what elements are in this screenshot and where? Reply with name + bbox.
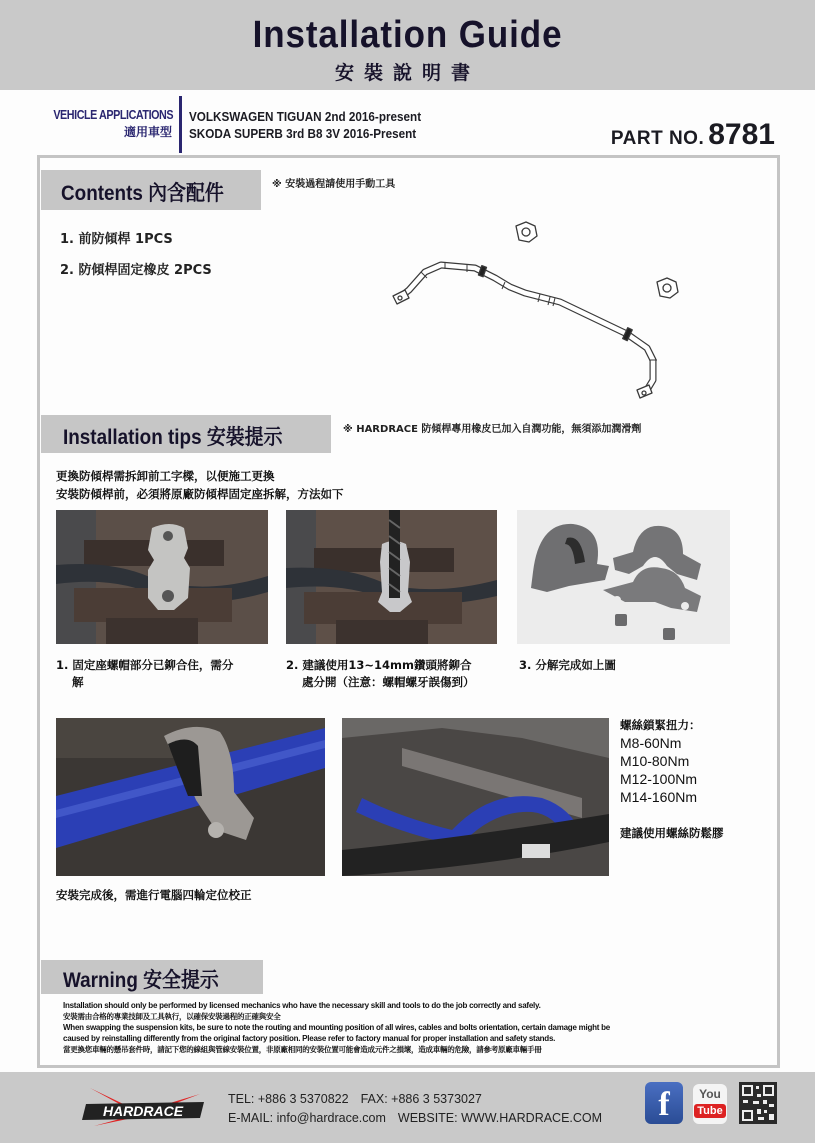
- photo-drilling-clamp: [286, 510, 497, 644]
- photo-installed-bushing: [56, 718, 325, 876]
- bushing-icon: [657, 278, 678, 298]
- vehicle-item: SKODA SUPERB 3rd B8 3V 2016-Present: [189, 126, 417, 141]
- warning-heading: Warning 安全提示: [41, 960, 263, 994]
- torque-value: M8-60Nm: [620, 735, 682, 751]
- part-number: [611, 118, 775, 152]
- alignment-note: 安裝完成後，需進行電腦四輪定位校正: [56, 888, 252, 902]
- part-number-label: PART NO.: [610, 128, 705, 149]
- vehicle-applications-label-zh: 適用車型: [123, 125, 172, 139]
- vehicle-applications-label: [34, 108, 172, 140]
- tips-heading: Installation tips 安裝提示: [41, 415, 331, 453]
- photo-clamp-on-vise: [56, 510, 268, 644]
- torque-tip: 建議使用螺絲防鬆膠: [620, 826, 724, 840]
- warning-line: caused by reinstalling differently from the original factory position. Please refer to factory manual for proper installation and safety stands.: [63, 1034, 556, 1043]
- torque-heading: 螺絲鎖緊扭力：: [620, 718, 701, 732]
- photo-installed-underbody: [342, 718, 609, 876]
- qr-code-icon[interactable]: [739, 1082, 777, 1124]
- torque-value: M12-100Nm: [620, 771, 698, 787]
- step-caption-1: 1. 固定座螺帽部分已鉚合住，需分 解: [56, 658, 234, 689]
- warning-text: [63, 1000, 763, 1055]
- step-caption-3: 3. 分解完成如上圖: [519, 658, 616, 672]
- page-title: Installation Guide: [252, 14, 563, 56]
- contents-heading: Contents 內含配件: [41, 170, 261, 210]
- vehicle-list: [189, 108, 447, 142]
- contents-item: 2. 防傾桿固定橡皮 2PCS: [60, 263, 212, 278]
- tips-intro: [56, 467, 344, 503]
- footer-email[interactable]: E-MAIL: info@hardrace.com: [228, 1111, 386, 1125]
- warning-line: When swapping the suspension kits, be sure to note the routing and mounting position of all wires, cables and bolts orientation, certain damage might be: [63, 1023, 610, 1032]
- tips-intro-line: 更換防傾桿需拆卸前工字樑，以便施工更換: [56, 469, 275, 483]
- vehicle-item: VOLKSWAGEN TIGUAN 2nd 2016-present: [189, 109, 422, 124]
- torque-value: M14-160Nm: [620, 789, 698, 805]
- brand-text: HARDRACE: [102, 1103, 184, 1119]
- torque-spec: [620, 716, 724, 842]
- vehicle-divider: [179, 96, 182, 153]
- footer: [0, 1072, 815, 1143]
- footer-tel: TEL: +886 3 5370822: [228, 1092, 349, 1106]
- sway-bar-diagram: [385, 210, 695, 400]
- footer-contact: [228, 1090, 614, 1128]
- footer-website[interactable]: WEBSITE: WWW.HARDRACE.COM: [397, 1111, 603, 1125]
- tips-intro-line: 安裝防傾桿前，必須將原廠防傾桿固定座拆解，方法如下: [56, 487, 344, 501]
- warning-line: Installation should only be performed by licensed mechanics who have the necessary skill and tools to do the job correctly and safely.: [63, 1001, 541, 1010]
- torque-value: M10-80Nm: [620, 753, 690, 769]
- tips-note: ※ HARDRACE 防傾桿專用橡皮已加入自潤功能，無須添加潤滑劑: [343, 424, 642, 435]
- header-band: [0, 0, 815, 90]
- photo-disassembled-brackets: [517, 510, 730, 644]
- youtube-icon[interactable]: You Tube: [693, 1084, 727, 1124]
- part-number-value: 8781: [708, 118, 775, 151]
- warning-line: 當更換您車輛的懸吊套件時，請記下您的線組與管線安裝位置，非原廠相同的安裝位置可能會造成元件之損壞，造成車輛的危險，請參考原廠車輛手冊: [63, 1045, 542, 1054]
- bushing-icon: [516, 222, 537, 242]
- contents-note: ※ 安裝過程請使用手動工具: [272, 179, 396, 190]
- footer-fax: FAX: +886 3 5373027: [360, 1092, 482, 1106]
- contents-list: [60, 228, 212, 290]
- hardrace-logo: [80, 1086, 210, 1128]
- vehicle-applications-label-en: VEHICLE APPLICATIONS: [53, 108, 174, 122]
- warning-line: 安裝需由合格的專業技師及工具執行，以確保安裝過程的正確與安全: [63, 1012, 281, 1021]
- step-caption-2: 2. 建議使用13~14mm鑽頭將鉚合 處分開（注意：螺帽螺牙誤傷到）: [286, 658, 475, 689]
- contents-item: 1. 前防傾桿 1PCS: [60, 232, 173, 247]
- facebook-icon[interactable]: f: [645, 1082, 683, 1124]
- page-subtitle: 安裝說明書: [334, 62, 480, 84]
